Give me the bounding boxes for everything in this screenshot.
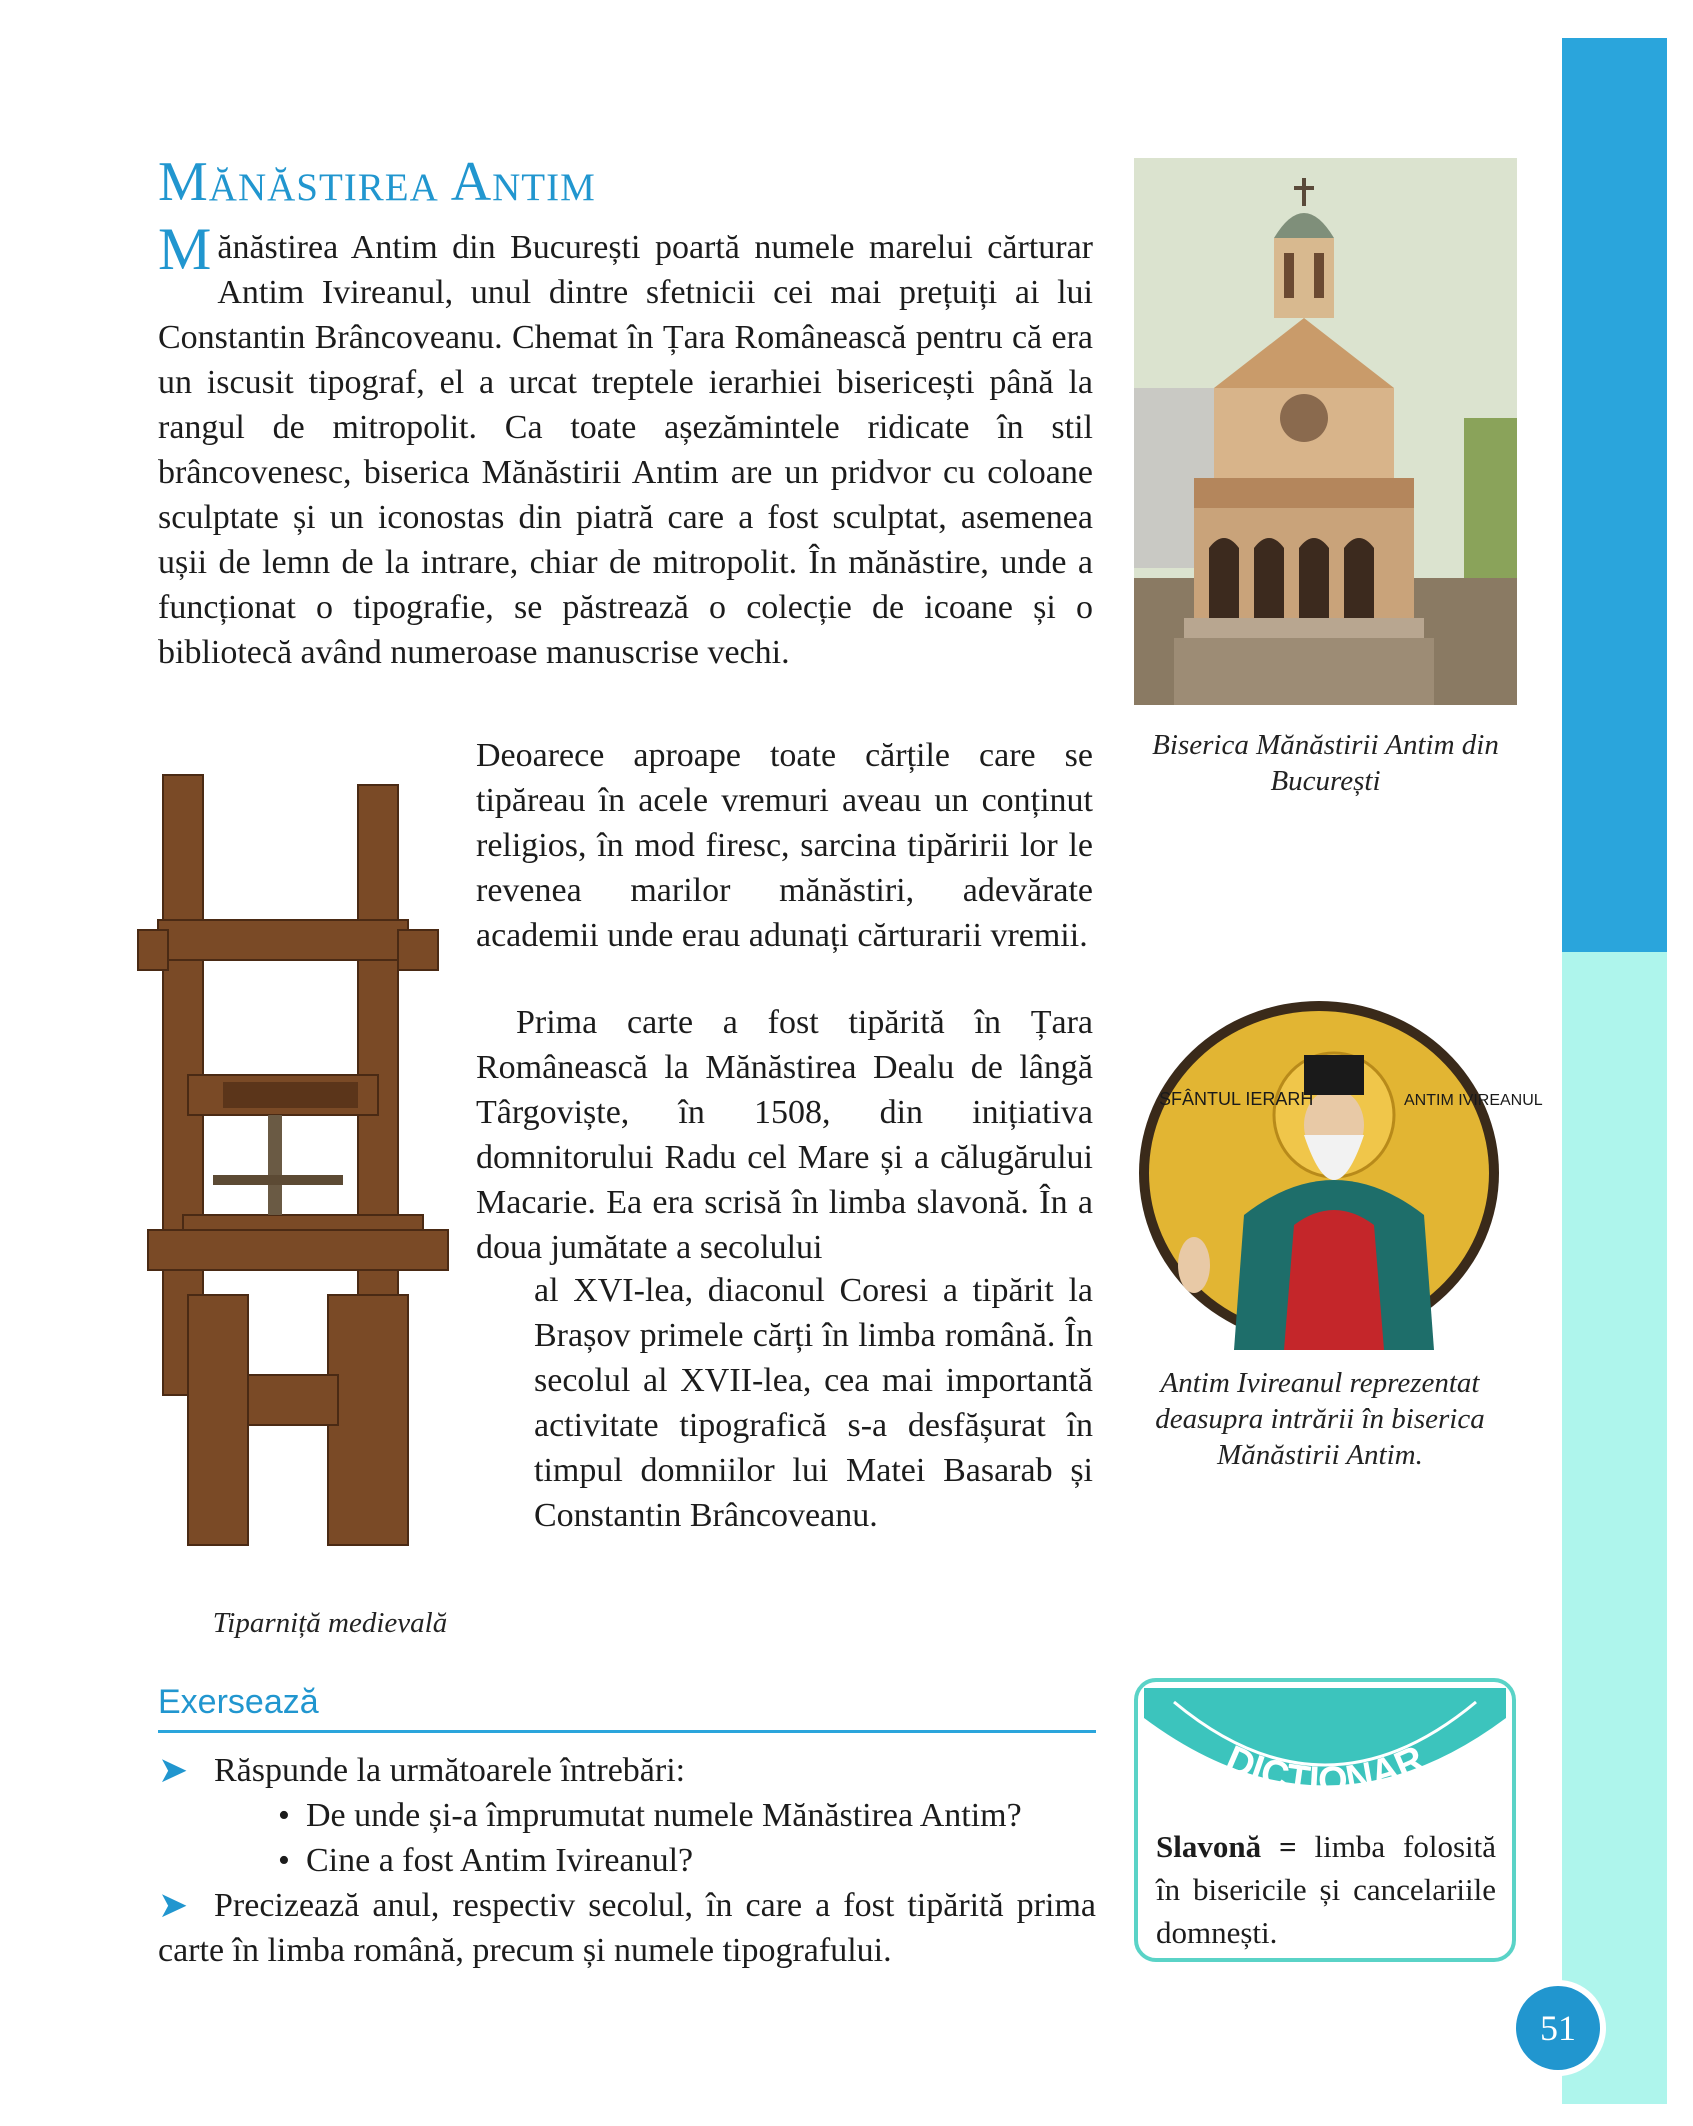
icon-inscription-right: ANTIM IVIREANUL (1404, 1092, 1543, 1109)
intro-paragraph (158, 216, 1093, 675)
icon-inscription-left: SFÂNTUL IERARH (1159, 1089, 1314, 1109)
dictionary-definition: limba folosită în bisericile și cancelariile domnești. (1156, 1829, 1496, 1950)
exercise-item-1 (158, 1748, 1096, 1883)
paragraph-coresi: al XVI-lea, diaconul Coresi a tipărit la Brașov primele cărți în limba română. În secolul al XVII-lea, cea mai importantă activitate tipografică s-a desfășurat în timpul domniilor lui Matei Basarab și Constantin Brâncoveanu. (534, 1272, 1093, 1534)
arrow-bullet-icon: ➤ (158, 1885, 189, 1925)
church-photo (1134, 158, 1517, 705)
page-title: Mănăstirea Antim (158, 151, 596, 213)
paragraph-first-book: Prima carte a fost tipărită în Țara Românească la Mănăstirea Dealu de lângă Târgoviște, în 1508, din inițiativa domnitorului Radu cel Mare și a călugărului Macarie. Ea era scrisă în limba slavonă. În a doua jumătate a secolului (476, 1004, 1093, 1266)
question-list (214, 1793, 1096, 1883)
press-caption: Tiparniță medievală (212, 1607, 448, 1639)
icon-caption: Antim Ivireanul reprezentat deasupra intrării în biserica Mănăstirii Antim. (1155, 1367, 1485, 1471)
exercise-item-2-text: Precizează anul, respectiv secolul, în care a fost tipărită prima carte în limba română, precum și numele tipografului. (158, 1887, 1096, 1969)
drop-cap: M (158, 216, 212, 282)
printing-press-photo (128, 755, 468, 1560)
dictionary-banner (1134, 1678, 1516, 1828)
side-band-blue (1562, 38, 1667, 952)
exercise-divider (158, 1730, 1096, 1733)
bullet-dot-icon: • (278, 1797, 290, 1834)
paragraph-printing-monasteries: Deoarece aproape toate cărțile care se tipăreau în acele vremuri aveau un conținut religios, în mod firesc, sarcina tipăririi lor le revenea marilor mănăstiri, adevărate academii unde erau adunați cărturarii vremii. (476, 737, 1093, 954)
dictionary-equals: = (1278, 1829, 1297, 1864)
bullet-dot-icon: • (278, 1842, 290, 1879)
exercise-item-2 (158, 1883, 1096, 1973)
dictionary-term: Slavonă (1156, 1829, 1262, 1864)
question-1 (278, 1793, 1096, 1838)
question-1-text: De unde și-a împrumutat numele Mănăstirea Antim? (306, 1797, 1022, 1834)
exercise-item-1-text: Răspunde la următoarele întrebări: (214, 1752, 686, 1789)
intro-text: ănăstirea Antim din București poartă numele marelui cărturar Antim Ivireanul, unul dintre sfetnicii cei mai prețuiți ai lui Constantin Brâncoveanu. Chemat în Țara Românească pentru că era un iscusit tipograf, el a urcat treptele ierarhiei bisericești până la rangul de mitropolit. Ca toate așezămintele ridicate în stil brâncovenesc, biserica Mănăstirii Antim are un pridvor cu coloane sculptate și un iconostas din piatră care a fost sculptat, asemenea ușii de lemn de la intrare, chiar de mitropolit. În mănăstire, unde a funcționat o tipografie, se păstrează o colecție de icoane și o bibliotecă având numeroase manuscrise vechi. (158, 229, 1093, 671)
side-band-mint (1562, 952, 1667, 2104)
exercise-heading: Exersează (158, 1683, 319, 1721)
dictionary-entry (1156, 1825, 1496, 1954)
church-caption: Biserica Mănăstirii Antim din București (1152, 729, 1499, 797)
dictionary-banner-label: DICȚIONAR (1219, 1738, 1431, 1803)
page-number: 51 (1516, 1986, 1600, 2070)
arrow-bullet-icon: ➤ (158, 1750, 189, 1790)
question-2 (278, 1838, 1096, 1883)
antim-icon-medallion (1134, 995, 1543, 1350)
question-2-text: Cine a fost Antim Ivireanul? (306, 1842, 694, 1879)
exercise-list (158, 1748, 1096, 1973)
